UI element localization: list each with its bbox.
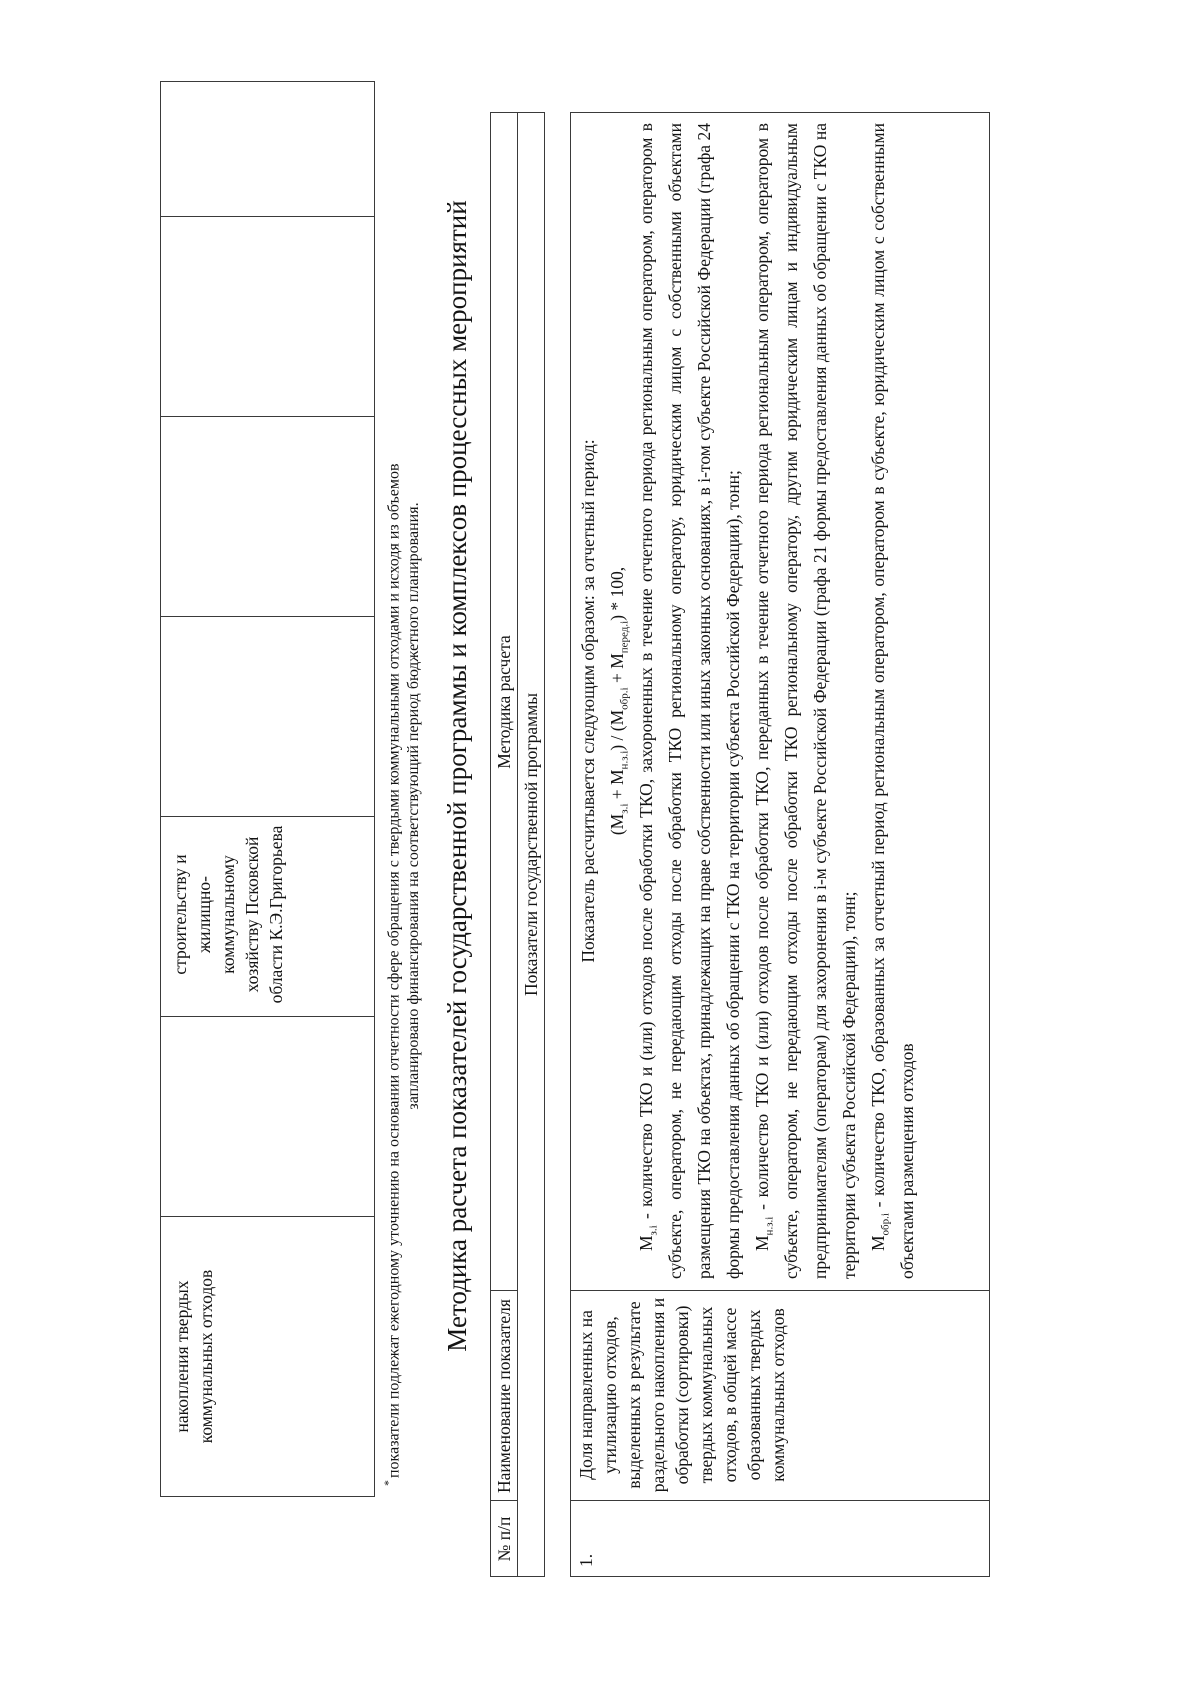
top-table-divider [160,1016,375,1017]
definition-text: - количество ТКО и (или) отходов после обработки ТКО, переданных в течение отчетного периода региональным оператором, оператором в субъекте, оператором, не передающим отходы после обработки ТКО региональному оператору, другим юридическим лицам и индивидуальным предпринимателям (операторам) для захоронения в i-м субъекте Российской Федерации (графа 21 формы предоставления данных об обращении с ТКО на территории субъекта Российской Федерации), тонн; [752,123,859,1279]
header-border-bottom [544,112,545,1577]
top-table-border-top [160,81,161,1497]
row1-method [574,123,922,1279]
top-table-border-right [160,81,375,82]
body-col-divider [570,1500,990,1501]
top-table-cell-waste: накопления твердых коммунальных отходов [172,1269,216,1444]
top-table-divider [160,416,375,417]
formula-sub: з.i [618,803,631,814]
definition-symbol: М [752,1235,772,1251]
formula-part: + М [607,653,627,688]
top-table-divider [160,216,375,217]
header-method: Методика расчета [494,635,514,769]
row1-indicator-name: Доля направленных на утилизацию отходов, выделенных в результате раздельного накопления и обработки (сортировки) твердых коммунальных отходов, в общей массе образованных твердых коммунальных отходов [576,1297,788,1493]
formula-part: (М [607,813,627,836]
header-divider [517,112,518,1577]
footnote-line1: показатели подлежат ежегодному уточнению на основании отчетности сфере обращения с твердыми коммунальными отходами и исходя из объемов [385,463,403,1478]
formula-sub: н.з.i [618,750,631,770]
definition-symbol: М [868,1235,888,1251]
definition-mnz [748,123,864,1279]
methodology-body [570,112,990,1577]
formula-sub: обр.i [618,687,631,710]
top-table-divider [160,1216,375,1217]
definition-text: - количество ТКО и (или) отходов после обработки ТКО, захороненных в течение отчетного периода региональным оператором, оператором в субъекте, оператором, не передающим отходы после обработки ТКО региональному оператору, юридическим лицом с собственными объектами размещения ТКО на объектах, принадлежащих на праве собственности или иных законных основаниях, в i-том субъекте Российской Федерации (графа 24 формы предоставления данных об обращении с ТКО на территории субъекта Российской Федерации), тонн; [636,123,743,1279]
formula-part: + М [607,769,627,804]
definition-sub: н.з.i [763,1216,776,1236]
definition-symbol: М [636,1235,656,1251]
row1-num: 1. [576,1553,596,1567]
top-table-border-bottom [374,81,375,1497]
footnote-star: * [381,1480,395,1486]
header-num: № п/п [494,1516,514,1562]
body-border-bottom [989,112,990,1577]
methodology-header [490,112,545,1577]
footnote-line2: запланировано финансирования на соответствующий период бюджетного планирования. [405,502,423,1110]
definition-sub: з.i [647,1225,660,1236]
section-row-label: Показатели государственной программы [521,692,541,997]
top-table-divider [160,616,375,617]
definition-sub: обр.i [879,1213,892,1236]
formula-part: ) * 100, [607,566,627,621]
body-col-divider [570,1290,990,1291]
definition-mz [632,123,748,1279]
formula-part: ) / (М [607,709,627,751]
definition-mobr [864,123,922,1279]
body-border-top [570,112,571,1577]
top-table [160,81,375,1497]
method-intro: Показатель рассчитывается следующим образом: за отчетный период: [578,439,598,963]
body-border-right [570,112,990,113]
footnote [378,126,424,1486]
body-border-left [570,1576,990,1577]
definition-text: - количество ТКО, образованных за отчетный период региональным оператором, оператором в субъекте, юридическим лицом с собственными объектами размещения отходов [868,123,917,1279]
top-table-cell-responsible: строительству и жилищно-коммунальному хозяйству Псковской области К.Э.Григорьева [170,825,286,1004]
header-border-top [490,112,491,1577]
header-name: Наименование показателя [494,1299,514,1493]
top-table-border-left [160,1496,375,1497]
formula-sub: перед.i [618,620,631,654]
page-title: Методика расчета показателей государственной программы и комплексов процессных мероприятий [442,200,472,1352]
method-formula [603,123,632,1279]
top-table-divider [160,816,375,817]
